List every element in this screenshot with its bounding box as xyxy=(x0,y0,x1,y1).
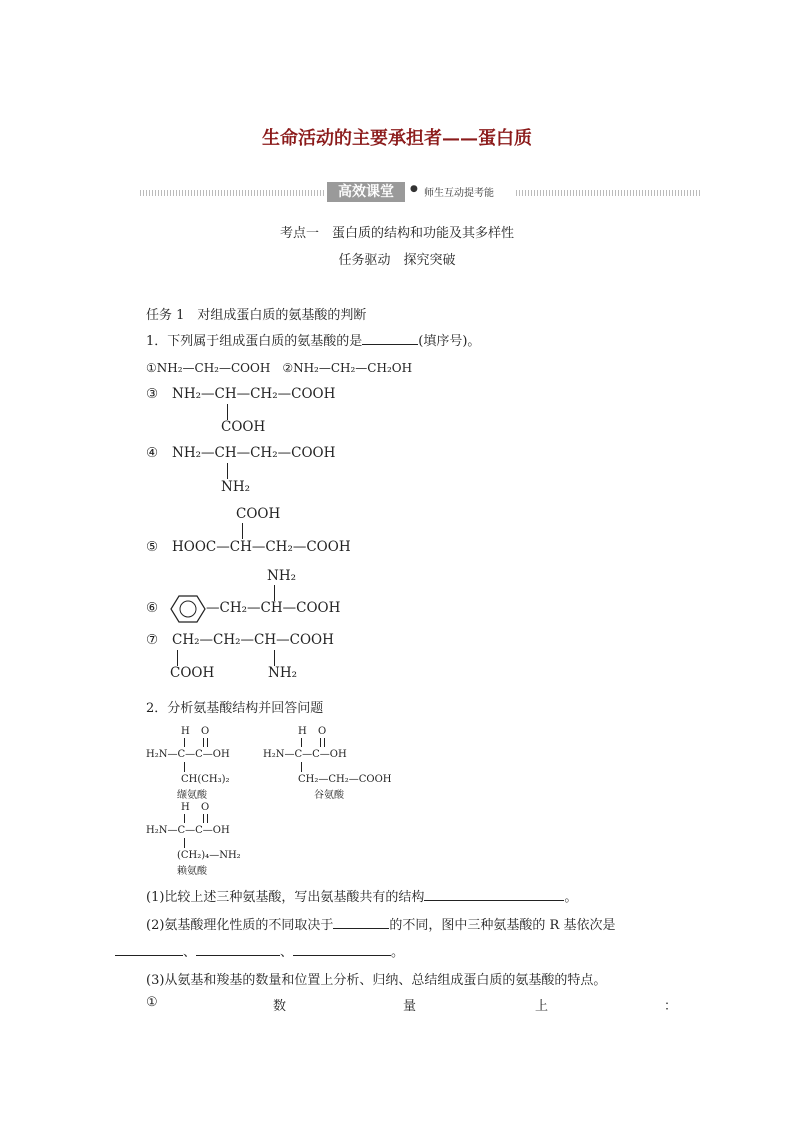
glutamic-backbone: H₂N—C—C—OH xyxy=(263,749,347,760)
question-1-text: 1．下列属于组成蛋白质的氨基酸的是 xyxy=(146,334,363,349)
option-3-branch: COOH xyxy=(221,419,266,435)
option-3-formula: NH₂—CH—CH₂—COOH xyxy=(172,386,336,402)
valine-name: 缬氨酸 xyxy=(177,790,207,801)
answer-blank-s2b xyxy=(115,955,183,956)
option-6-number: ⑥ xyxy=(146,600,159,616)
glutamic-h: H xyxy=(298,726,307,737)
option-6-top-group: NH₂ xyxy=(267,568,296,584)
bond-line xyxy=(184,814,185,823)
bond-line xyxy=(301,738,302,747)
double-bond xyxy=(203,738,208,747)
bond-line xyxy=(274,585,275,601)
bond-line xyxy=(177,650,178,666)
valine-r-group: CH(CH₃)₂ xyxy=(181,774,230,785)
bond-line xyxy=(227,404,228,420)
bond-line xyxy=(184,762,185,772)
option-4-branch: NH₂ xyxy=(221,479,250,495)
option-6-formula: —CH₂—CH—COOH xyxy=(206,600,341,616)
subquestion-3-item-number: ① xyxy=(146,995,158,1010)
lysine-backbone: H₂N—C—C—OH xyxy=(146,825,230,836)
section-heading: 考点一 蛋白质的结构和功能及其多样性 xyxy=(279,226,514,241)
question-2: 2．分析氨基酸结构并回答问题 xyxy=(146,701,324,716)
bond-line xyxy=(184,738,185,747)
subquestion-3-word-3: 上 xyxy=(535,999,549,1014)
subquestion-1-end: 。 xyxy=(564,890,578,905)
subquestion-1-text: (1)比较上述三种氨基酸，写出氨基酸共有的结构 xyxy=(146,890,425,905)
options-1-2: ①NH₂—CH₂—COOH ②NH₂—CH₂—CH₂OH xyxy=(146,361,413,375)
subquestion-3-word-2: 量 xyxy=(403,999,417,1014)
double-bond xyxy=(203,814,208,823)
option-4-number: ④ xyxy=(146,445,159,461)
subquestion-2-middle: 的不同，图中三种氨基酸的 R 基依次是 xyxy=(389,918,616,933)
question-1-suffix: (填序号)。 xyxy=(418,334,481,349)
lysine-name: 赖氨酸 xyxy=(177,866,207,877)
option-5-number: ⑤ xyxy=(146,539,159,555)
banner-divider-left xyxy=(140,190,326,196)
subquestion-2-text: (2)氨基酸理化性质的不同取决于 xyxy=(146,918,334,933)
bond-line xyxy=(242,523,243,539)
banner-divider-right xyxy=(516,190,702,196)
bond-line xyxy=(184,838,185,848)
bond-line xyxy=(301,762,302,772)
question-1 xyxy=(146,330,480,349)
subquestion-1 xyxy=(146,886,577,905)
double-bond xyxy=(320,738,325,747)
bond-line xyxy=(227,463,228,479)
page-title: 生命活动的主要承担者——蛋白质 xyxy=(262,128,532,149)
glutamic-o: O xyxy=(318,726,327,737)
answer-blank-s2d xyxy=(293,955,391,956)
valine-o: O xyxy=(201,726,210,737)
section-subheading: 任务驱动 探究突破 xyxy=(338,253,456,268)
option-7-formula: CH₂—CH₂—CH—COOH xyxy=(172,632,334,648)
lysine-h: H xyxy=(181,802,190,813)
answer-blank-s2c xyxy=(196,955,280,956)
separator: 、 xyxy=(183,945,197,960)
option-7-number: ⑦ xyxy=(146,632,159,648)
answer-blank-s1 xyxy=(424,900,564,901)
option-7-branch-right: NH₂ xyxy=(268,665,297,681)
option-4-formula: NH₂—CH—CH₂—COOH xyxy=(172,445,336,461)
subquestion-3-word-1: 数 xyxy=(273,999,287,1014)
banner-subtitle: 师生互动提考能 xyxy=(424,188,494,199)
option-7-branch-left: COOH xyxy=(170,665,215,681)
lysine-o: O xyxy=(201,802,210,813)
option-3-number: ③ xyxy=(146,386,159,402)
valine-h: H xyxy=(181,726,190,737)
banner-bullet-icon: ● xyxy=(410,184,418,194)
subquestion-3-colon: ： xyxy=(664,999,678,1014)
subquestion-2-end: 。 xyxy=(391,945,405,960)
option-5-top-group: COOH xyxy=(236,506,281,522)
answer-blank-1 xyxy=(362,344,418,345)
answer-blank-s2a xyxy=(333,928,389,929)
option-5-formula: HOOC—CH—CH₂—COOH xyxy=(172,539,351,555)
separator: 、 xyxy=(280,945,294,960)
subquestion-3: (3)从氨基和羧基的数量和位置上分析、归纳、总结组成蛋白质的氨基酸的特点。 xyxy=(146,973,607,988)
benzene-ring-icon xyxy=(170,594,206,624)
subquestion-2-line1 xyxy=(146,914,615,933)
lysine-r-group: (CH₂)₄—NH₂ xyxy=(177,850,241,861)
glutamic-r-group: CH₂—CH₂—COOH xyxy=(298,774,392,785)
glutamic-name: 谷氨酸 xyxy=(314,790,344,801)
bond-line xyxy=(274,650,275,666)
valine-backbone: H₂N—C—C—OH xyxy=(146,749,230,760)
banner-label: 高效课堂 xyxy=(327,182,405,202)
subquestion-2-line2 xyxy=(115,941,404,960)
task1-heading: 任务 1 对组成蛋白质的氨基酸的判断 xyxy=(146,308,367,323)
